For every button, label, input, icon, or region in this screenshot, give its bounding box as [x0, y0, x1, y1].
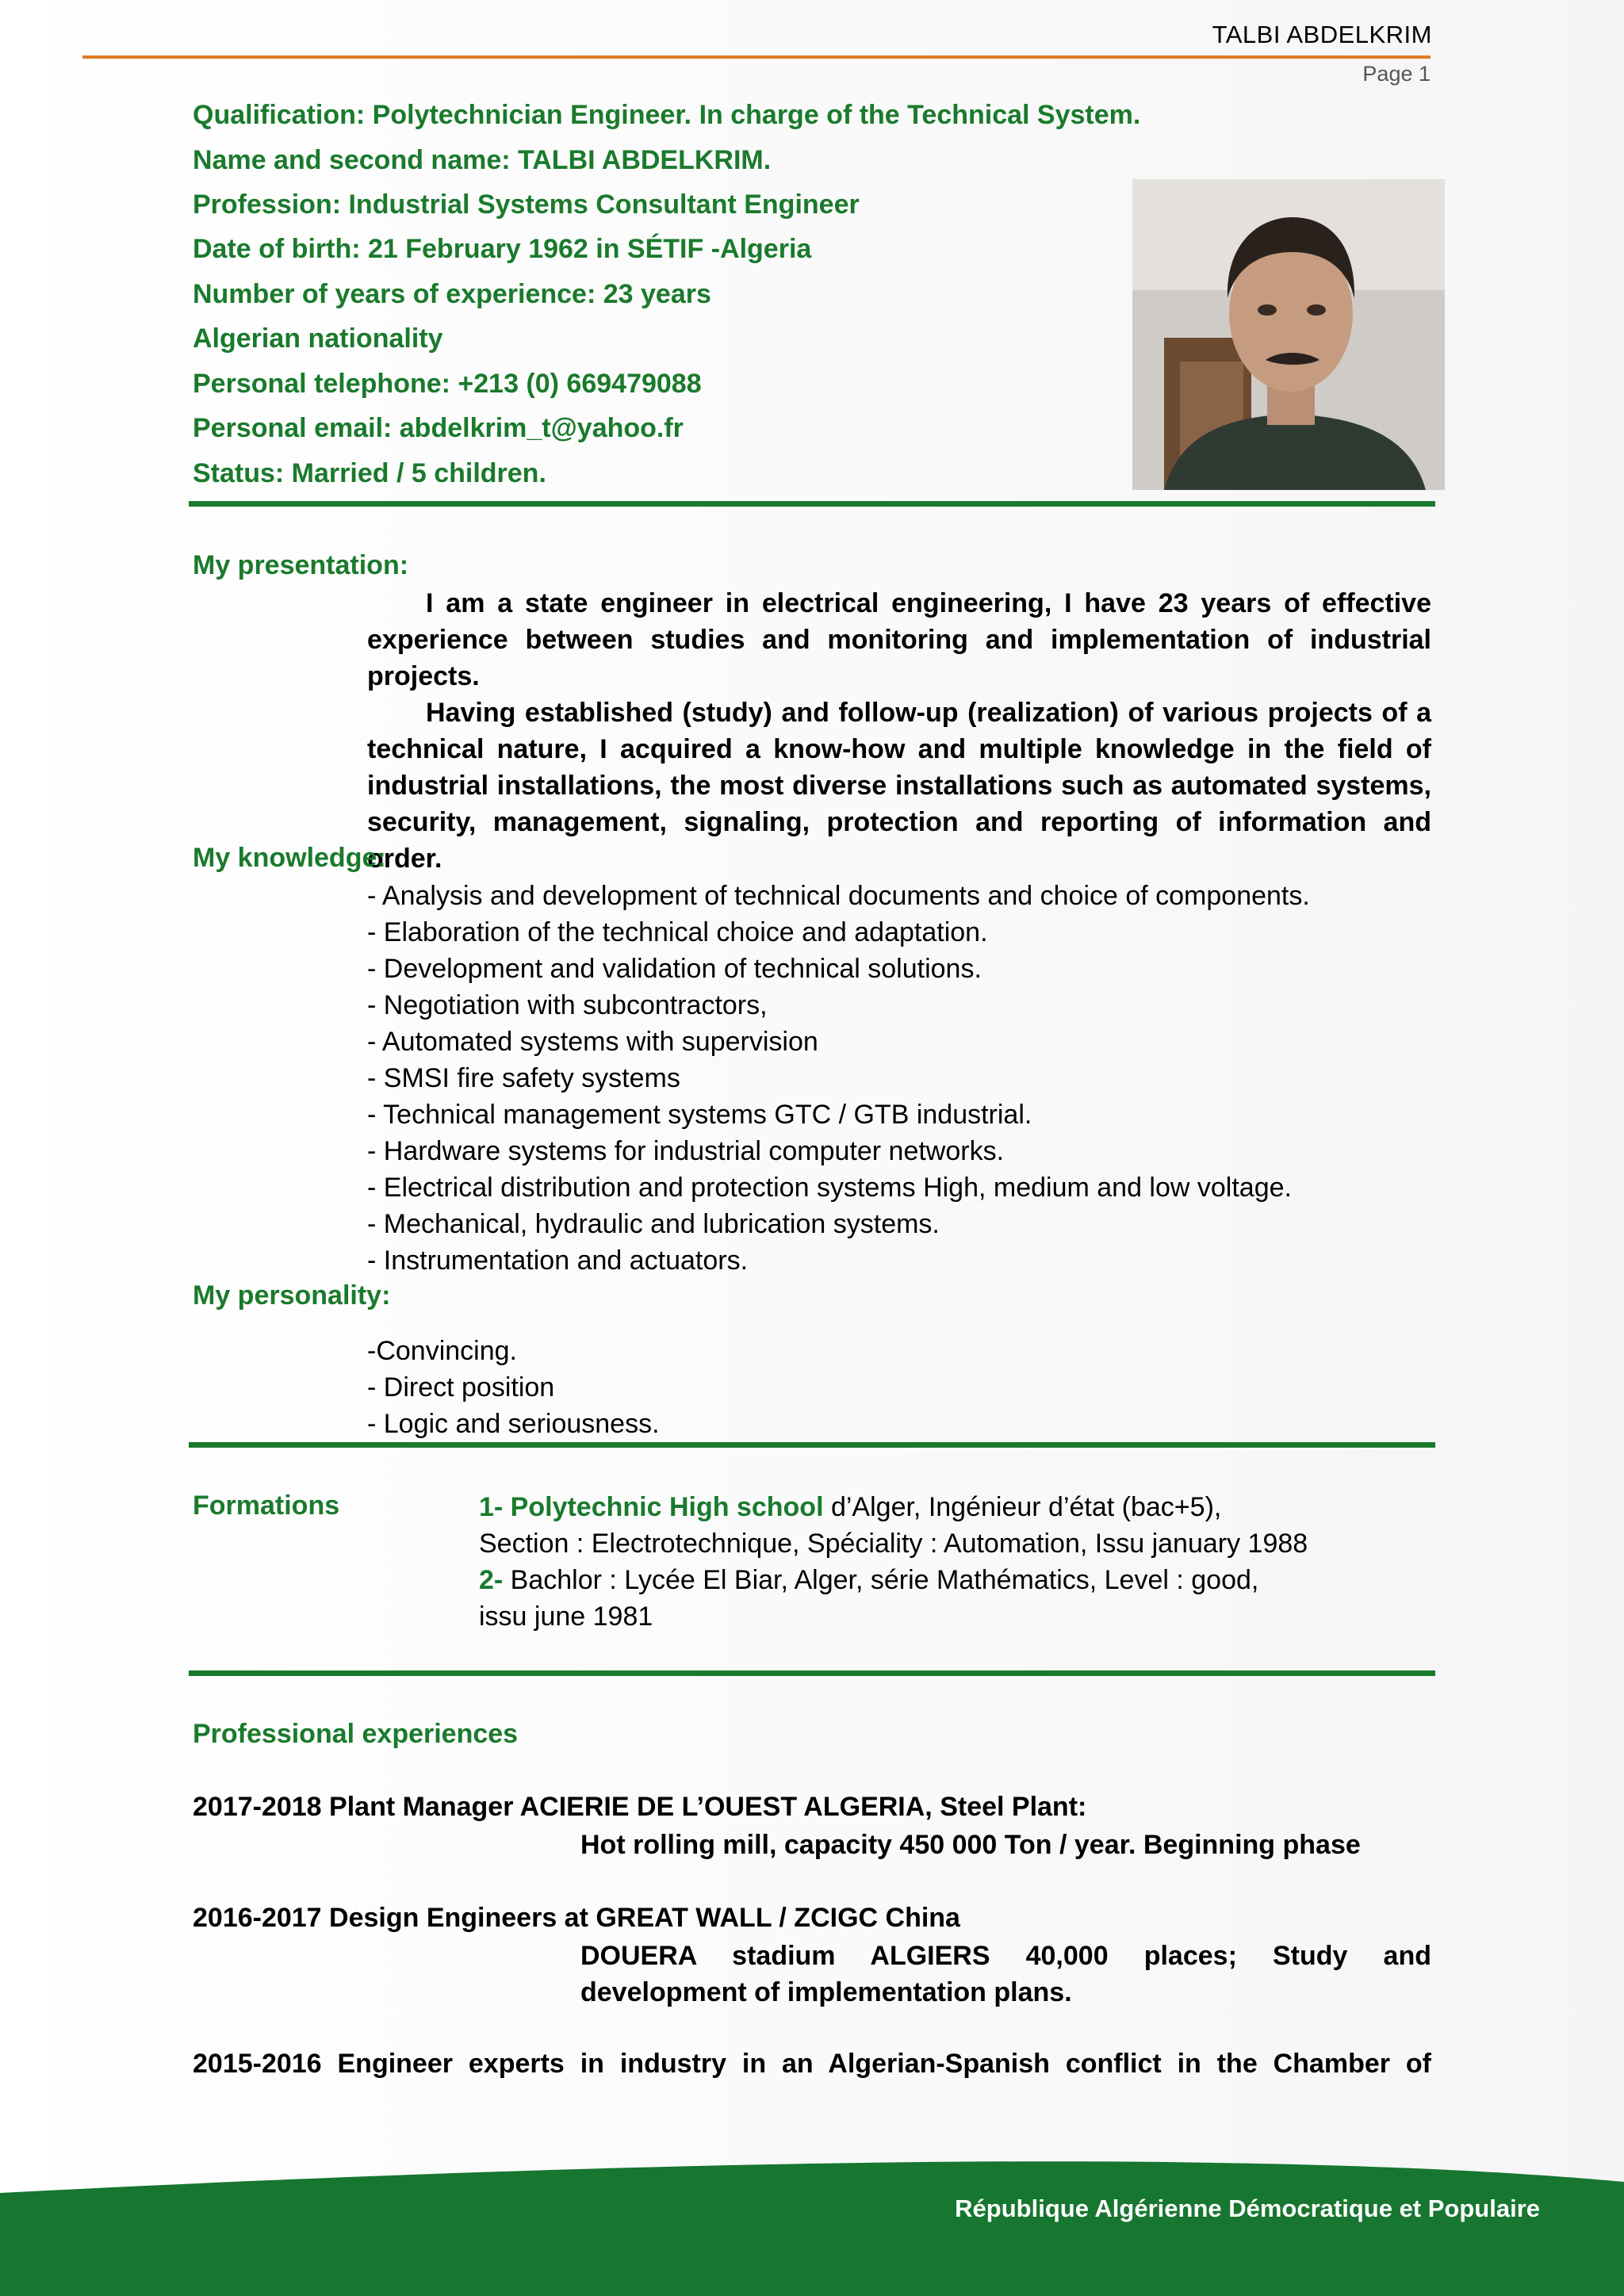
nationality-line: Algerian nationality: [193, 323, 443, 354]
personality-title: My personality:: [193, 1280, 391, 1311]
presentation-title: My presentation:: [193, 550, 409, 580]
profile-photo: [1132, 179, 1445, 490]
list-item: - Hardware systems for industrial computer networks.: [367, 1136, 1005, 1166]
list-item: - Logic and seriousness.: [367, 1409, 660, 1439]
presentation-paragraph-1: I am a state engineer in electrical engineering, I have 23 years of effective experience between studies and monitoring and implementation of industrial projects.: [367, 588, 1431, 691]
formations-title: Formations: [193, 1490, 340, 1521]
header-divider: [82, 55, 1431, 59]
section-divider: [189, 501, 1435, 507]
formations-block: [479, 1489, 1308, 1635]
list-item: - Negotiation with subcontractors,: [367, 990, 768, 1020]
formation-1-section: Section : Electrotechnique, Spéciality : Automation, Issu january 1988: [479, 1529, 1308, 1559]
knowledge-list: [367, 878, 1310, 1279]
formation-2-detail: Bachlor : Lycée El Biar, Alger, série Mathématics, Level : good,: [503, 1565, 1259, 1595]
profession-line: Profession: Industrial Systems Consultant Engineer: [193, 189, 860, 220]
experience-1-heading: 2017-2018 Plant Manager ACIERIE DE L’OUEST ALGERIA, Steel Plant:: [193, 1792, 1087, 1822]
list-item: - Direct position: [367, 1372, 555, 1402]
qualification-line: Qualification: Polytechnician Engineer. In charge of the Technical System.: [193, 100, 1141, 130]
list-item: - Development and validation of technical solutions.: [367, 954, 982, 984]
formation-1-school: 1- Polytechnic High school: [479, 1492, 824, 1522]
list-item: - SMSI fire safety systems: [367, 1063, 680, 1093]
experience-3-heading: 2015-2016 Engineer experts in industry in an Algerian-Spanish conflict in the Chamber of: [193, 2049, 1431, 2079]
formation-2-number: 2-: [479, 1565, 504, 1595]
experience-2-heading: 2016-2017 Design Engineers at GREAT WALL / ZCIGC China: [193, 1903, 960, 1933]
list-item: - Analysis and development of technical documents and choice of components.: [367, 881, 1310, 911]
list-item: - Technical management systems GTC / GTB industrial.: [367, 1100, 1032, 1130]
header-name: TALBI ABDELKRIM: [1212, 21, 1432, 48]
birth-line: Date of birth: 21 February 1962 in SÉTIF -Algeria: [193, 234, 812, 264]
experience-years-line: Number of years of experience: 23 years: [193, 279, 711, 309]
list-item: - Instrumentation and actuators.: [367, 1246, 749, 1276]
knowledge-title: My knowledge:: [193, 843, 386, 873]
telephone-line: Personal telephone: +213 (0) 669479088: [193, 369, 702, 399]
name-line: Name and second name: TALBI ABDELKRIM.: [193, 145, 772, 175]
presentation-paragraph-2: Having established (study) and follow-up (realization) of various projects of a technical nature, I acquired a know-how and multiple knowledge in the field of industrial installations, the most diverse installations such as automated systems, security, management, signaling, protection and reporting of information and order.: [367, 698, 1431, 874]
list-item: - Elaboration of the technical choice and adaptation.: [367, 917, 988, 947]
experiences-title: Professional experiences: [193, 1719, 519, 1749]
page-number: Page 1: [1362, 62, 1431, 86]
email-line: Personal email: abdelkrim_t@yahoo.fr: [193, 413, 684, 443]
section-divider: [189, 1442, 1435, 1448]
section-divider: [189, 1670, 1435, 1676]
list-item: -Convincing.: [367, 1336, 517, 1366]
footer-text: République Algérienne Démocratique et Populaire: [955, 2195, 1540, 2222]
formation-1-detail: d’Alger, Ingénieur d’état (bac+5),: [823, 1492, 1222, 1522]
list-item: - Mechanical, hydraulic and lubrication systems.: [367, 1209, 940, 1239]
list-item: - Electrical distribution and protection systems High, medium and low voltage.: [367, 1173, 1292, 1203]
list-item: - Automated systems with supervision: [367, 1027, 818, 1057]
status-line: Status: Married / 5 children.: [193, 458, 546, 488]
formation-2-issue: issu june 1981: [479, 1601, 653, 1632]
personality-list: [367, 1333, 660, 1442]
experience-2-detail: DOUERA stadium ALGIERS 40,000 places; Study and development of implementation plans.: [580, 1941, 1431, 2007]
experience-1-detail: Hot rolling mill, capacity 450 000 Ton / year. Beginning phase: [580, 1830, 1361, 1860]
